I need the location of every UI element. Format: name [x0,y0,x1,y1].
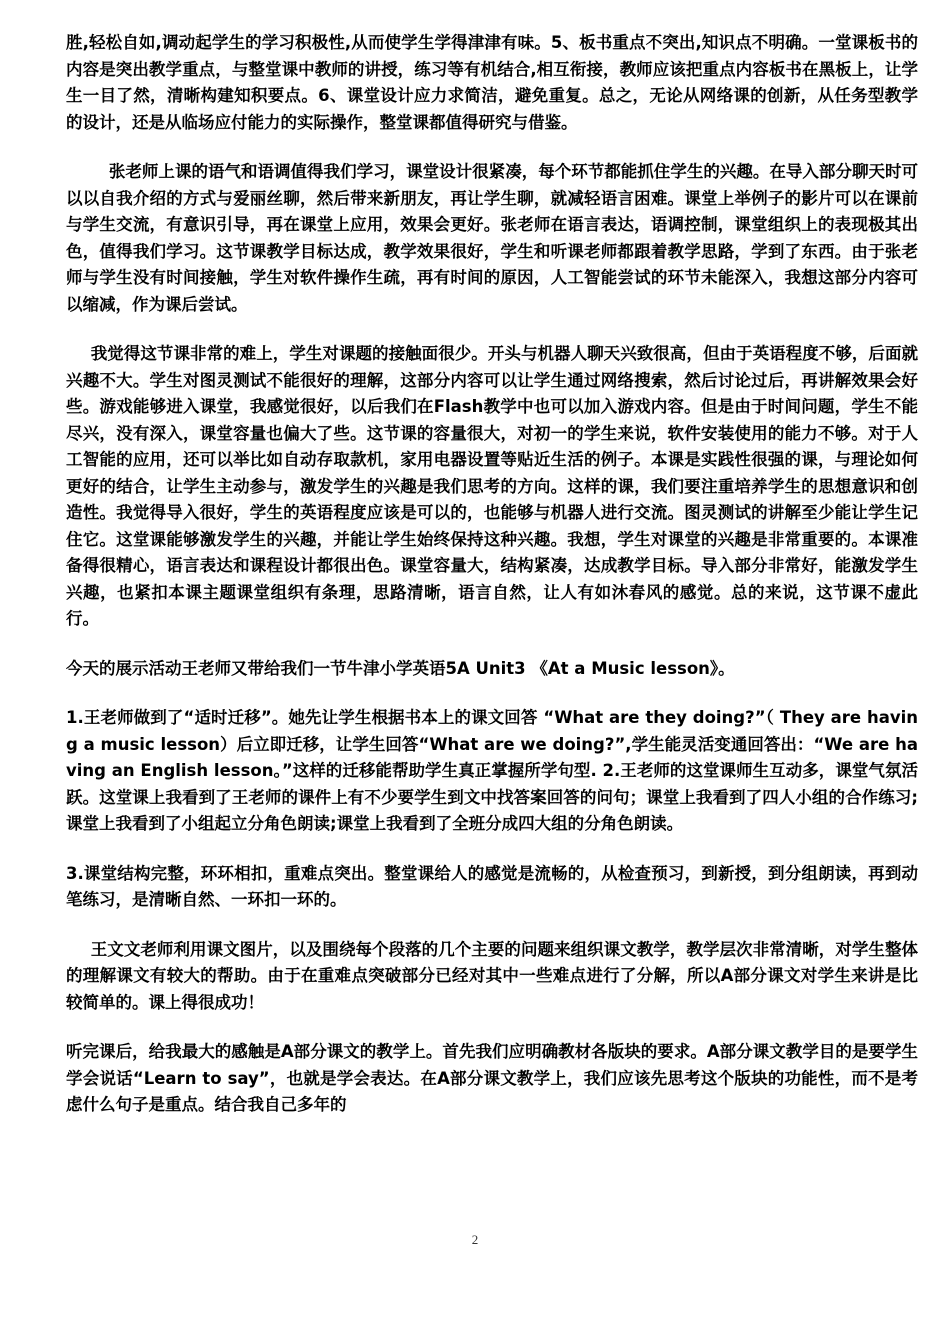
document-body [66,30,918,1139]
paragraph-timely-transfer: 1.王老师做到了“适时迁移”。她先让学生根据书本上的课文回答 “What are they doing?”（ They are having a music lesson）后立即迁移，让学生回答“What are we doing?”,学生能灵活变通回答出：“We are having an English lesson。”这样的迁移能帮助学生真正掌握所学句型. 2.王老师的这堂课师生互动多，课堂气氛活跃。这堂课上我看到了王老师的课件上有不少要学生到文中找答案回答的问句；课堂上我看到了四人小组的合作练习;课堂上我看到了小组起立分角色朗读;课堂上我看到了全班分成四大组的分角色朗读。 [66,708,918,833]
paragraph-board-design: 胜,轻松自如,调动起学生的学习积极性,从而使学生学得津津有味。5、板书重点不突出,知识点不明确。一堂课板书的内容是突出教学重点，与整堂课中教师的讲授，练习等有机结合,相互衔接，教师应该把重点内容板书在黑板上，让学生一目了然，清晰构建知积要点。6、课堂设计应力求简洁，避免重复。总之，无论从网络课的创新，从任务型教学的设计，还是从临场应付能力的实际操作，整堂课都值得研究与借鉴。 [66,33,918,132]
paragraph-showcase-intro: 今天的展示活动王老师又带给我们一节牛津小学英语5A Unit3 《At a Music lesson》。 [66,658,735,678]
paragraph-lesson-difficulty: 我觉得这节课非常的难上，学生对课题的接触面很少。开头与机器人聊天兴致很高，但由于英语程度不够，后面就兴趣不大。学生对图灵测试不能很好的理解，这部分内容可以让学生通过网络搜索，然后讨论过后，再讲解效果会好些。游戏能够进入课堂，我感觉很好，以后我们在Flash教学中也可以加入游戏内容。但是由于时间问题，学生不能尽兴，没有深入，课堂容量也偏大了些。这节课的容量很大，对初一的学生来说，软件安装使用的能力不够。对于人工智能的应用，还可以举比如自动存取款机，家用电器设置等贴近生活的例子。本课是实践性很强的课，与理论如何更好的结合，让学生主动参与，激发学生的兴趣是我们思考的方向。这样的课，我们要注重培养学生的思想意识和创造性。我觉得导入很好，学生的英语程度应该是可以的，也能够与机器人进行交流。图灵测试的讲解至少能让学生记住它。这堂课能够激发学生的兴趣，并能让学生始终保持这种兴趣。我想，学生对课堂的兴趣是非常重要的。本课准备得很精心，语言表达和课程设计都很出色。课堂容量大，结构紧凑，达成教学目标。导入部分非常好，能激发学生兴趣，也紧扣本课主题课堂组织有条理，思路清晰，语言自然，让人有如沐春风的感觉。总的来说，这节课不虚此行。 [66,344,918,628]
page-number: 2 [471,1232,479,1247]
paragraph-teacher-zhang: 张老师上课的语气和语调值得我们学习，课堂设计很紧凑，每个环节都能抓住学生的兴趣。在导入部分聊天时可以以自我介绍的方式与爱丽丝聊，然后带来新朋友，再让学生聊，就减轻语言困难。课堂上举例子的影片可以在课前与学生交流，有意识引导，再在课堂上应用，效果会更好。张老师在语言表达，语调控制，课堂组织上的表现极其出色，值得我们学习。这节课教学目标达成，教学效果很好，学生和听课老师都跟着教学思路，学到了东西。由于张老师与学生没有时间接触，学生对软件操作生疏，再有时间的原因，人工智能尝试的环节未能深入，我想这部分内容可以缩减，作为课后尝试。 [66,162,918,314]
paragraph-teacher-wang-wenwen: 王文文老师利用课文图片，以及围绕每个段落的几个主要的问题来组织课文教学，教学层次非常清晰，对学生整体的理解课文有较大的帮助。由于在重难点突破部分已经对其中一些难点进行了分解，所以A部分课文对学生来讲是比较简单的。课上得很成功！ [66,939,918,1012]
paragraph-class-structure: 3.课堂结构完整，环环相扣，重难点突出。整堂课给人的感觉是流畅的，从检查预习，到新授，到分组朗读，再到动笔练习，是清晰自然、一环扣一环的。 [66,863,918,909]
paragraph-after-class-reflection: 听完课后，给我最大的感触是A部分课文的教学上。首先我们应明确教材各版块的要求。A部分课文教学目的是要学生学会说话“Learn to say”，也就是学会表达。在A部分课文教学上，我们应该先思考这个版块的功能性，而不是考虑什么句子是重点。结合我自己多年的 [66,1042,918,1114]
